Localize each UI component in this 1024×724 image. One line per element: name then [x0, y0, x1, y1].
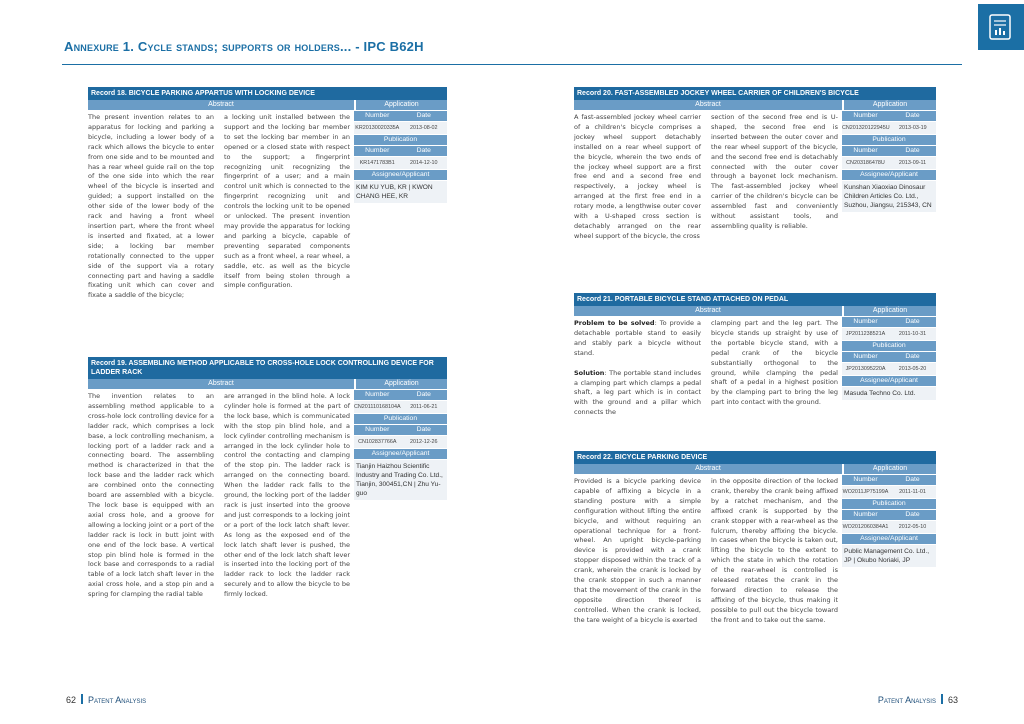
number-label: Number — [853, 353, 878, 360]
record-title: Record 20. FAST-ASSEMBLED JOCKEY WHEEL CARRIER OF CHILDREN'S BICYCLE — [574, 87, 936, 100]
date-label: Date — [905, 318, 920, 325]
abstract-col-2: clamping part and the leg part. The bicycle stands up straight by use of the portable bicycle stand, with a pedal crank of the bicycle substantially orthogonal to the ground, while clamping the pedal shaft of a pedal in a highest position by the clamping part to bring the leg part into contact with the ground. — [711, 319, 838, 407]
abstract-col-2: in the opposite direction of the locked crank, thereby the crank being affixed by a ratchet mechanism, and the affixed crank is supported by the crank stopper with a rear-wheel as the fulcrum, thereby affixing the bicycle. In cases when the bicycle is taken out, lifting the bicycle to the extent to which the state in which the rotation of the rear-wheel is controlled is released rotates the crank in the forward direction to release the affixing of the bicycle, thus making it possible to pull out the bicycle toward the front and to take out the same. — [711, 477, 838, 624]
application-header: Application — [844, 464, 936, 474]
header-divider — [62, 64, 962, 65]
footer-label-left: Patent Analysis — [88, 695, 147, 705]
problem-text: : To provide a detachable portable stand to easily and stably park a bicycle without stand. — [574, 319, 701, 357]
pub-number: JP2013095220A — [845, 366, 886, 372]
pub-date: 2013-05-20 — [898, 366, 927, 372]
page-number-right: 63 — [947, 695, 958, 705]
app-date: 2011-10-31 — [898, 331, 927, 337]
page-number-left: 62 — [66, 695, 77, 705]
abstract-col-1: Provided is a bicycle parking device capable of affixing a bicycle in a standing posture with a simple configuration without lifting the entire bicycle, and without requiring an operational technique for a front-wheel. An upright bicycle-parking device is provided with a crank stopper disposed within the track of a crank, wherein the crank is locked by the crank stopper in such a manner that the movement of the crank in the opposite direction thereof is controlled. When the crank is locked, the tare weight of a bicycle is exerted — [574, 477, 701, 624]
date-label: Date — [416, 391, 431, 398]
record-18 — [88, 87, 447, 301]
app-date: 2011-11-01 — [899, 489, 926, 495]
app-number: WO2011JP75199A — [842, 489, 889, 495]
footer-divider — [941, 694, 943, 704]
publication-label: Publication — [872, 342, 906, 349]
record-meta — [842, 110, 936, 242]
number-label: Number — [853, 476, 878, 483]
abstract-header: Abstract — [574, 464, 842, 474]
abstract-col-1: The invention relates to an assembling method applicable to a cross-hole lock controlling device for a ladder rack, which comprises a lock base, a lock controlling mechanism, a locking port of a ladder rack and a connecting board. The assembling method is characterized in that the lock base and the ladder rack which are combined onto the connecting board are assembled with a bicycle. The lock base is equipped with an axial cross hole, and a groove for allowing a locking joint or a port of the ladder rack is lock in butt joint with one end of the lock base. A vertical stop pin blind hole is formed in the lock base and corresponds to a radial table of a lock latch shaft lever in the axial cross hole, and a stop pin and a spring for clamping the radial table — [88, 392, 214, 599]
pub-date: 2012-05-10 — [898, 524, 927, 530]
app-number: CN201320122945U — [842, 125, 890, 131]
app-number: JP2011238521A — [845, 331, 886, 337]
date-label: Date — [905, 112, 920, 119]
record-meta — [354, 389, 447, 600]
number-label: Number — [853, 318, 878, 325]
number-label: Number — [365, 426, 390, 433]
date-label: Date — [416, 426, 431, 433]
record-title: Record 22. BICYCLE PARKING DEVICE — [574, 451, 936, 464]
abstract-header: Abstract — [88, 379, 354, 389]
number-label: Number — [853, 112, 878, 119]
pub-date: 2012-12-26 — [409, 439, 438, 445]
assignee-value: Masuda Techno Co. Ltd. — [842, 387, 936, 400]
abstract-col-2: section of the second free end is U-shaped, the second free end is inserted between the outer cover and the rear wheel support of the bicycle, and the second free end is detachably connected with the outer cover through a bayonet lock mechanism. The fast-assembled jockey wheel carrier of the children's bicycle can be assembled fast and conveniently without assistant tools, and assembling quality is reliable. — [711, 113, 838, 230]
abstract-header: Abstract — [574, 100, 842, 110]
application-header: Application — [844, 306, 936, 316]
assignee-label: Assignee/Applicant — [860, 377, 918, 384]
date-label: Date — [905, 511, 920, 518]
record-22 — [574, 451, 936, 626]
number-label: Number — [365, 391, 390, 398]
footer-divider — [81, 694, 83, 704]
assignee-value: Public Management Co. Ltd., JP | Okubo Noriaki, JP — [842, 545, 936, 567]
record-title: Record 18. BICYCLE PARKING APPARTUS WITH LOCKING DEVICE — [88, 87, 447, 100]
footer-label-right: Patent Analysis — [877, 695, 936, 705]
record-20 — [574, 87, 936, 242]
record-meta — [354, 110, 447, 301]
number-label: Number — [365, 147, 390, 154]
date-label: Date — [905, 147, 920, 154]
abstract-col-2: are arranged in the blind hole. A lock cylinder hole is formed at the part of the lock base, which is communicated with the stop pin blind hole, and a lock cylinder controlling mechanism is arranged in the lock cylinder hole to control the contacting and clamping of the stop pin. The ladder rack is arranged on the connecting board. When the ladder rack falls to the ground, the locking port of the ladder rack is just inserted into the groove and just corresponds to a locking joint or a port of the lock latch shaft lever. As long as the exposed end of the lock latch shaft lever is pushed, the other end of the lock latch shaft lever is inserted into the locking port of the ladder rack to lock the ladder rack securely and to allow the bicycle to be firmly locked. — [224, 392, 350, 599]
number-label: Number — [365, 112, 390, 119]
date-label: Date — [416, 147, 431, 154]
publication-label: Publication — [383, 415, 418, 422]
application-header: Application — [844, 100, 936, 110]
abstract-col-1: A fast-assembled jockey wheel carrier of a children's bicycle comprises a jockey wheel support detachably installed on a rear wheel support of the bicycle, wherein the two ends of the jockey wheel support are a first free end and a second free end respectively, a jockey wheel is arranged at the first free end in a rotary mode, a lengthwise outer cover with a U-shaped cross section is detachably arranged on the rear wheel support of the bicycle, the cross — [574, 113, 701, 240]
record-21 — [574, 293, 936, 418]
application-header: Application — [356, 100, 447, 110]
pub-number: CN203186478U — [846, 160, 885, 166]
page-title: Annexure 1. Cycle stands; supports or holders... - IPC B62H — [64, 39, 424, 54]
app-date: 2013-08-02 — [409, 125, 438, 131]
abstract-header: Abstract — [574, 306, 842, 316]
publication-label: Publication — [383, 136, 418, 143]
app-number: CN201110168104A — [354, 404, 401, 410]
number-label: Number — [853, 147, 878, 154]
record-title: Record 19. ASSEMBLING METHOD APPLICABLE TO CROSS-HOLE LOCK CONTROLLING DEVICE FOR LADDER RACK — [88, 357, 447, 379]
assignee-value: Kunshan Xiaoxiao Dinosaur Children Articles Co. Ltd., Suzhou, Jiangsu, 215343, CN — [842, 181, 936, 212]
publication-label: Publication — [872, 500, 906, 507]
abstract-col-2: a locking unit installed between the support and the locking bar member to set the locking bar member in an opened or a closed state with respect to the support; a fingerprint recognizing unit recognizing the fingerprint of a user; and a main control unit which is connected to the fingerprint recognizing unit and controls the locking unit to be opened or unlocked. The present invention may provide the apparatus for locking and parking a bicycle, capable of preventing separated components such as a front wheel, a rear wheel, a saddle, etc. as well as the bicycle itself from being stolen through a simple configuration. — [224, 113, 350, 290]
record-meta — [842, 316, 936, 418]
date-label: Date — [905, 476, 920, 483]
assignee-value: Tianjin Haizhou Scientific Industry and Trading Co. Ltd., Tianjin, 300451,CN | Zhu Yu-guo — [354, 460, 447, 500]
abstract-header: Abstract — [88, 100, 354, 110]
assignee-label: Assignee/Applicant — [371, 450, 430, 457]
app-date: 2011-06-21 — [410, 404, 438, 410]
abstract-col-1: The present invention relates to an apparatus for locking and parking a bicycle, including a lower body of a rack which allows the bicycle to enter from one side and to be mounted and has a rear wheel guide rail on the top of the one side into which the rear wheel of the bicycle is inserted and guided; a support installed on the other side of the lower body of the rack and having a front wheel insertion part, where the front wheel is inserted and fixated, at a lower side; a locking bar member rotationally connected to the upper side of the support via a rotary connecting part and having a saddle fixating unit which can cover and fixate a saddle of the bicycle; — [88, 113, 214, 300]
date-label: Date — [416, 112, 431, 119]
number-label: Number — [853, 511, 878, 518]
pub-number: WO2012060384A1 — [842, 524, 889, 530]
assignee-value: KIM KU YUB, KR | KWON CHANG HEE, KR — [354, 181, 447, 203]
pub-date: 2013-09-11 — [898, 160, 927, 166]
pub-date: 2014-12-10 — [409, 160, 438, 166]
document-chart-icon — [986, 12, 1016, 42]
footer-left — [66, 694, 146, 705]
solution-label: Solution — [574, 368, 605, 377]
record-title: Record 21. PORTABLE BICYCLE STAND ATTACHED ON PEDAL — [574, 293, 936, 306]
solution-text: : The portable stand includes a clamping part which clamps a pedal shaft, a leg part which is in contact with the ground and a pillar which connects the — [574, 368, 701, 417]
abstract-col-1 — [574, 316, 701, 418]
assignee-label: Assignee/Applicant — [860, 535, 918, 542]
date-label: Date — [905, 353, 920, 360]
corner-badge — [978, 4, 1024, 50]
app-number: KR20130020335A — [355, 125, 400, 131]
problem-label: Problem to be solved — [574, 319, 655, 327]
record-19 — [88, 357, 447, 600]
application-header: Application — [356, 379, 447, 389]
footer-right — [878, 694, 958, 705]
pub-number: CN102837766A — [358, 439, 397, 445]
assignee-label: Assignee/Applicant — [860, 171, 918, 178]
record-meta — [842, 474, 936, 626]
assignee-label: Assignee/Applicant — [371, 171, 430, 178]
publication-label: Publication — [872, 136, 906, 143]
pub-number: KR1471783B1 — [359, 160, 395, 166]
app-date: 2013-03-19 — [899, 125, 927, 131]
